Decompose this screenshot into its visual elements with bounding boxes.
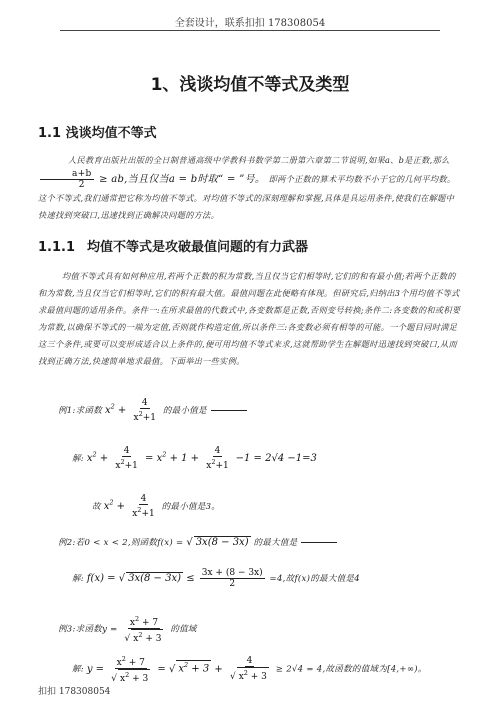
example-3-question: 例3:求函数y = $\frac{x^2 + 7}{√ x^2 + 3}$ 的值域 <box>58 615 197 644</box>
subsection-title: 均值不等式是攻破最值问题的有力武器 <box>87 240 309 255</box>
intro-paragraph <box>38 152 462 224</box>
example-1-conclusion: 故 $x^2$ + $\frac{4}{x^2+1}$ 的最小值是3。 <box>92 494 221 519</box>
example-1-solution: 解: $x^2$ + $\frac{4}{x^2+1}$ = $x^2 + 1$ + $\frac{4}{x^2+1}$ −1 = 2√4 −1=3 <box>72 446 317 471</box>
intro-formula-rest: ≥ ab,当且仅当a = b时取“ = ”号。 <box>99 174 266 185</box>
header-rule <box>60 30 440 31</box>
example-2-question: 例2:若0 < x < 2,则函数f(x) = √ 3x(8 − 3x) 的最大值是 <box>58 536 337 548</box>
intro-tail: 即两个正数的算术平均数不小于它的几何平均数。这个不等式,我们通常把它称为均值不等式。对均值不等式的深刻理解和掌握,具体是具运用条件,使我们在解题中快速找到突破口,迅速找到正确解决问题的方法。 <box>38 174 456 220</box>
section-title: 浅谈均值不等式 <box>65 126 157 141</box>
page-footer: 扣扣 178308054 <box>38 687 111 697</box>
example-1-label: 例1:求函数 <box>58 406 103 416</box>
example-1-expr: $x^2$ + $\frac{4}{x^2+1}$ <box>104 398 156 423</box>
example-3-solution: 解: y = $\frac{x^2 + 7}{√ x^2 + 3}$ = √ $x^2 + 3$ + $\frac{4}{√ x^2 + 3}$ ≥ 2√4 = 4,故函数的值域为[4,+∞)。 <box>72 655 427 684</box>
intro-fraction-denominator: 2 <box>78 180 85 190</box>
subsection-number: 1.1.1 <box>38 240 76 255</box>
intro-lead: 人民教育出版社出版的全日制普通高级中学教科书数学第二册第六章第二节说明,如果a、b是正数,那么 <box>68 155 450 165</box>
intro-fraction-numerator: a+b <box>40 169 94 180</box>
page-title: 1、浅谈均值不等式及类型 <box>150 75 350 95</box>
solution-label: 解: <box>72 454 84 464</box>
example-1-solution-result: −1 = 2√4 −1=3 <box>235 453 317 464</box>
example-1-question <box>58 398 247 423</box>
intro-formula <box>38 169 269 190</box>
body-paragraph: 均值不等式具有如何种应用,若两个正数的积为常数,当且仅当它们相等时,它们的和有最小值;若两个正数的和为常数,当且仅当它们相等时,它们的积有最大值。最值问题在此便略有体现。但研究后,归纳出3个用均值不等式求最值问题的适用条件。条件一:在所求最值的代数式中,各变数都是正数,否则变号转换;条件二:各变数的和或积要为常数,以确保不等式的一端为定值,否则就作构造定值,所以条件三:各变数必须有相等的可能。一个题目同时满足这三个条件,或要可以变形成适合以上条件的,便可用均值不等式来求,这就帮助学生在解题时迅速找到突破口,从而找到正确方法,快速简单地求最值。下面举出一些实例。 <box>38 271 461 366</box>
subsection-heading <box>38 236 308 255</box>
section-heading <box>38 122 157 141</box>
section-number: 1.1 <box>38 126 62 141</box>
example-1-tail: 的最小值是 <box>162 406 207 416</box>
intro-fraction <box>40 169 94 190</box>
example-2-solution: 解: f(x) = √ 3x(8 − 3x) ≤ $\frac{3x + (8 - 3x)}{2}$ =4,故f(x)的最大值是4 <box>72 568 360 589</box>
answer-blank <box>211 410 247 411</box>
page-header: 全套设计，联系扣扣 178308054 <box>174 18 326 29</box>
